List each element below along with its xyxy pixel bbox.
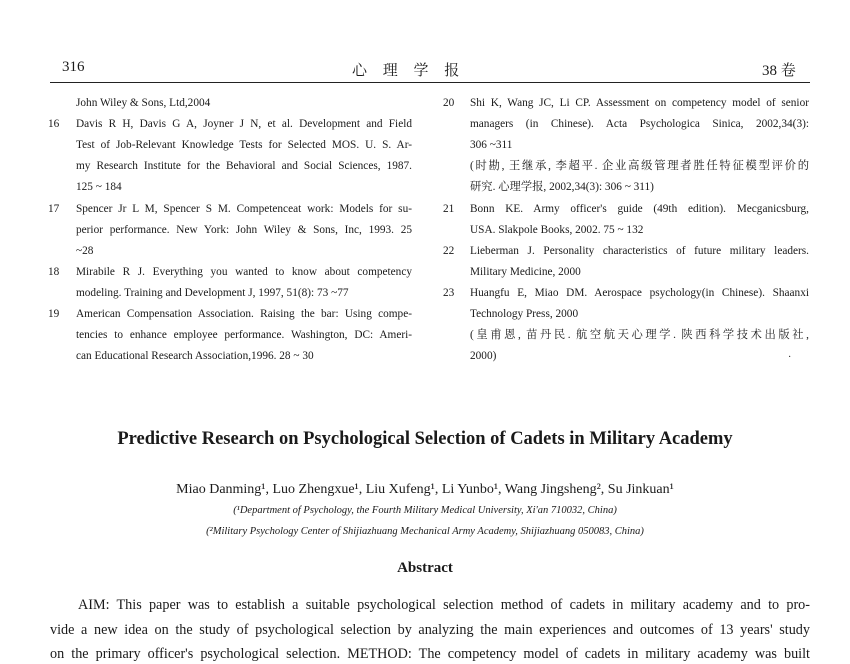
- reference-line: tencies to enhance employee performance. Washington, DC: Ameri-: [76, 329, 412, 341]
- reference-item: [48, 264, 413, 304]
- abstract-heading: Abstract: [397, 560, 453, 576]
- reference-number: 17: [48, 203, 60, 215]
- reference-line: managers (in Chinese). Acta Psychologica Sinica, 2002,34(3):: [470, 118, 809, 130]
- volume-label: 38 卷: [762, 63, 796, 79]
- reference-line: Military Medicine, 2000: [470, 266, 581, 278]
- reference-line: 2000): [470, 350, 497, 362]
- reference-item: [443, 201, 811, 241]
- reference-number: 16: [48, 118, 60, 130]
- reference-line: Davis R H, Davis G A, Joyner J N, et al. Development and Field: [76, 118, 412, 130]
- reference-item: [48, 201, 413, 261]
- abstract-line: vide a new idea on the study of psychological selection by analyzing the main experiences and outcomes of 13 years' study: [50, 622, 810, 638]
- affiliation-1: (¹Department of Psychology, the Fourth Military Medical University, Xi'an 710032, China): [233, 505, 617, 516]
- reference-line: (时勘, 王继承, 李超平. 企业高级管理者胜任特征模型评价的: [470, 160, 809, 172]
- references-right: [443, 95, 811, 375]
- reference-number: 19: [48, 308, 60, 320]
- author-list: Miao Danming¹, Luo Zhengxue¹, Liu Xufeng¹, Li Yunbo¹, Wang Jingsheng², Su Jinkuan¹: [176, 482, 674, 497]
- page-number: 316: [62, 59, 85, 75]
- reference-line: Lieberman J. Personality characteristics of future military leaders.: [470, 245, 809, 257]
- reference-number: 21: [443, 203, 455, 215]
- reference-item: [48, 116, 413, 196]
- reference-item: [443, 285, 811, 365]
- paper-title: Predictive Research on Psychological Selection of Cadets in Military Academy: [117, 429, 733, 449]
- reference-line: USA. Slakpole Books, 2002. 75 ~ 132: [470, 224, 644, 236]
- reference-item: [443, 243, 811, 283]
- reference-number: 18: [48, 266, 60, 278]
- reference-line: 研究. 心理学报, 2002,34(3): 306 ~ 311): [470, 181, 654, 193]
- reference-line: 125 ~ 184: [76, 181, 122, 193]
- reference-item: [443, 95, 811, 195]
- reference-line: Spencer Jr L M, Spencer S M. Competenceat work: Models for su-: [76, 203, 412, 215]
- reference-line: Huangfu E, Miao DM. Aerospace psychology(in Chinese). Shaanxi: [470, 287, 809, 299]
- reference-line: Shi K, Wang JC, Li CP. Assessment on competency model of senior: [470, 97, 809, 109]
- journal-name: 心 理 学 报: [352, 63, 466, 79]
- reference-line: John Wiley & Sons, Ltd,2004: [76, 97, 211, 109]
- reference-line: my Research Institute for the Behavioral and Social Sciences, 1987.: [76, 160, 412, 172]
- abstract-line: AIM: This paper was to establish a suitable psychological selection method of cadets in military academy and to pro-: [78, 597, 810, 613]
- reference-line: perior performance. New York: John Wiley & Sons, Inc, 1993. 25: [76, 224, 412, 236]
- references-left: [48, 95, 413, 375]
- reference-line: Test of Job-Relevant Knowledge Tests for Selected MOS. U. S. Ar-: [76, 139, 412, 151]
- header-rule: [50, 82, 810, 83]
- reference-number: 20: [443, 97, 455, 109]
- reference-line: 306 ~311: [470, 139, 513, 151]
- stray-mark: ·: [788, 352, 792, 363]
- reference-item: [48, 306, 413, 366]
- reference-number: 22: [443, 245, 455, 257]
- reference-line: Mirabile R J. Everything you wanted to know about competency: [76, 266, 412, 278]
- reference-line: Bonn KE. Army officer's guide (49th edition). Mecganicsburg,: [470, 203, 809, 215]
- reference-line: modeling. Training and Development J, 1997, 51(8): 73 ~77: [76, 287, 349, 299]
- abstract-line: on the primary officer's psychological selection. METHOD: The competency model of cadets in military academy was built: [50, 646, 810, 662]
- reference-number: 23: [443, 287, 455, 299]
- reference-line: ~28: [76, 245, 94, 257]
- reference-line: can Educational Research Association,1996. 28 ~ 30: [76, 350, 314, 362]
- reference-line: (皇甫恩, 苗丹民. 航空航天心理学. 陕西科学技术出版社,: [470, 329, 809, 341]
- reference-line: Technology Press, 2000: [470, 308, 579, 320]
- affiliation-2: (²Military Psychology Center of Shijiazhuang Mechanical Army Academy, Shijiazhuang 050083, China): [206, 526, 644, 537]
- reference-line: American Compensation Association. Raising the bar: Using compe-: [76, 308, 412, 320]
